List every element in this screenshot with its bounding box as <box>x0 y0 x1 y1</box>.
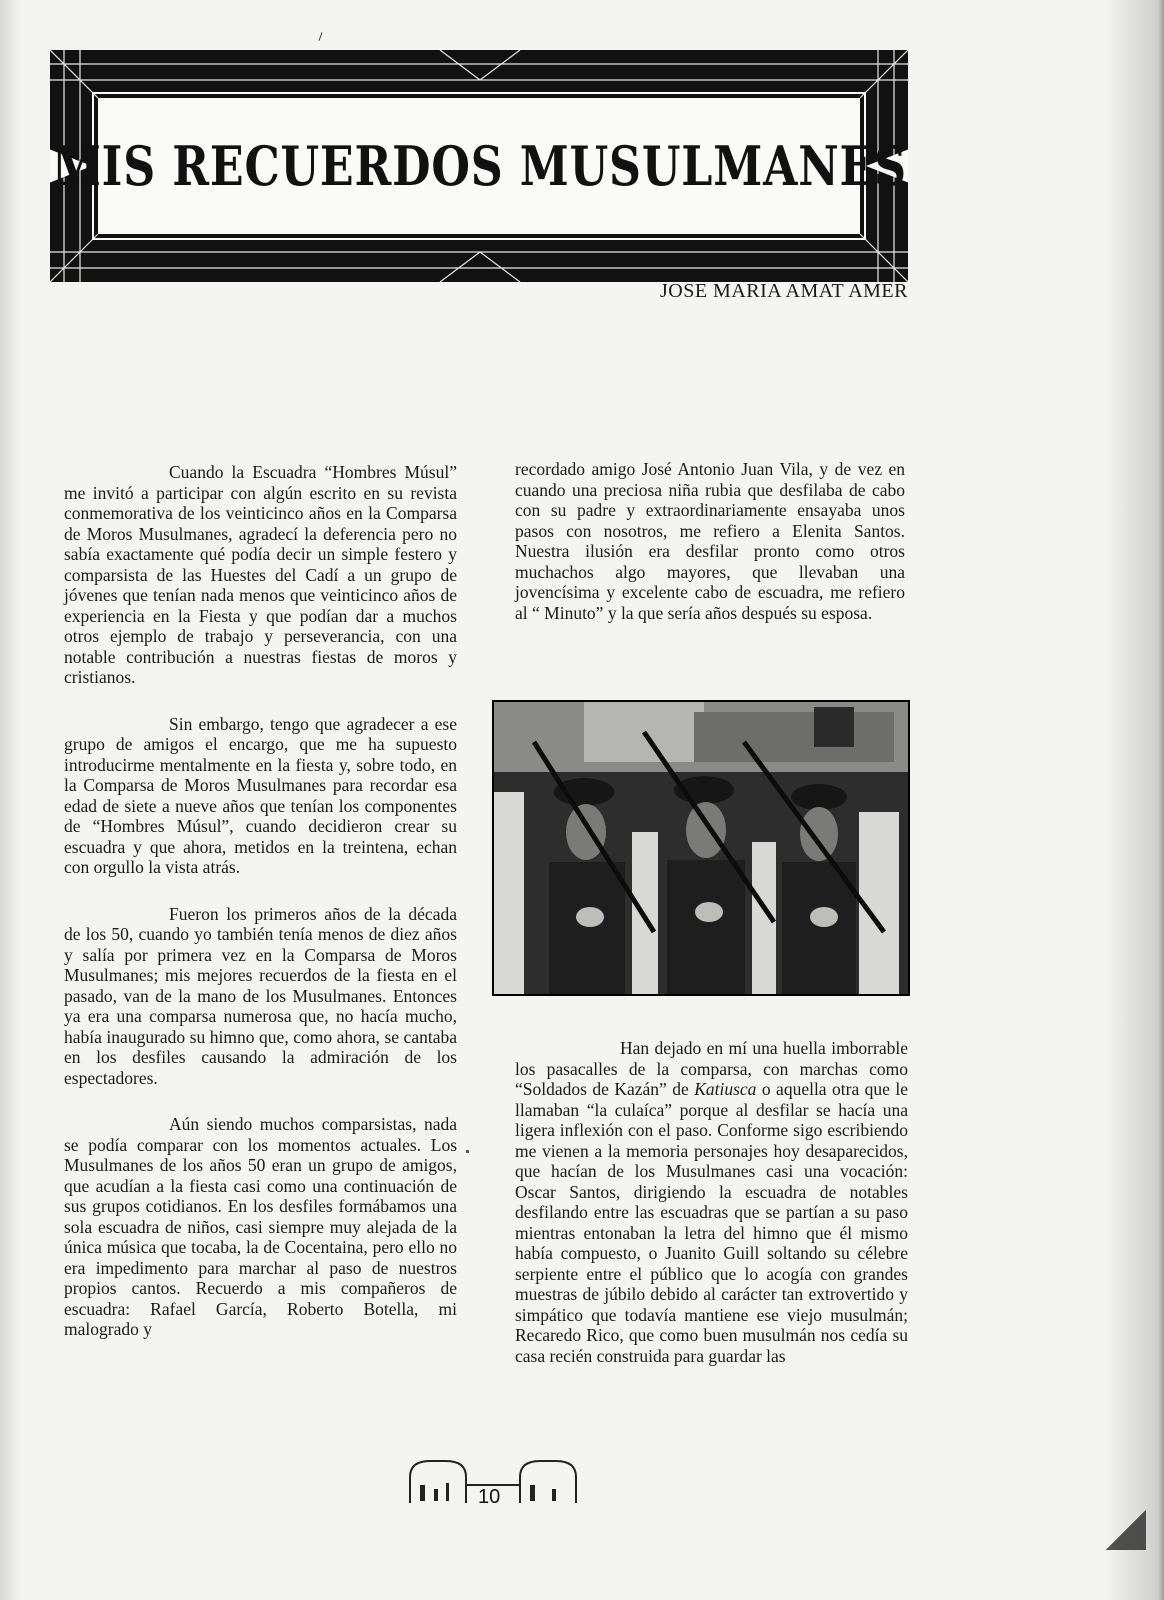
paragraph-text: o aquella otra que le llamaban “la culaíca” porque al desfilar se hacía una ligera inflexión con el paso. Conforme sigo escribiendo me vienen a la memoria personajes hoy desaparecidos, que hacían de los Musulmanes casi una vocación: Oscar Santos, dirigiendo la escuadra de notables desfilando entre las escuadras que se partían a su paso mientras entonaban la letra del himno que él mismo había compuesto, o Juanito Guill soltando su célebre serpiente entre el público que lo acogía con grandes muestras de júbilo debido al carácter tan extrovertido y simpático que todavía mantiene ese viejo musulmán; Recaredo Rico, que como buen musulmán nos cedía su casa recién construida para guardar las <box>515 1079 908 1366</box>
title-banner <box>50 50 908 282</box>
paragraph: Cuando la Escuadra “Hombres Músul” me invitó a participar con algún escrito en su revista conmemorativa de los veinticinco años en la Comparsa de Moros Musulmanes, agradecí la deferencia pero no sabía exactamente qué podía decir un simple festero y comparsista de las Huestes del Cadí a un grupo de jóvenes que tenían nada menos que veinticinco años de experiencia en la Fiesta y que podían dar a muchos otros ejemplo de trabajo y perseverancia, con una notable contribución a nuestras fiestas de moros y cristianos. <box>64 462 457 687</box>
scan-speck <box>466 1150 469 1153</box>
parade-photo-illustration <box>494 702 910 996</box>
page-number: 10 <box>478 1486 501 1508</box>
right-column-bottom <box>515 1038 908 1392</box>
article-title: MIS RECUERDOS MUSULMANES <box>51 134 907 198</box>
paragraph <box>515 1038 908 1366</box>
scan-speck <box>318 32 322 41</box>
banner-title-box <box>51 98 907 234</box>
left-column <box>64 462 457 1366</box>
paragraph: Sin embargo, tengo que agradecer a ese grupo de amigos el encargo, que me ha supuesto introducirme mentalmente en la fiesta y, sobre todo, en la Comparsa de Moros Musulmanes para recordar esa edad de siete a nueve años que tenían los componentes de “Hombres Músul”, cuando decidieron crear su escuadra y que ahora, metidos en la treintena, echan con orgullo la vista atrás. <box>64 713 457 877</box>
scan-corner-mark <box>1106 1510 1146 1550</box>
paragraph: recordado amigo José Antonio Juan Vila, y de vez en cuando una preciosa niña rubia que desfilaba de cabo con su padre y extraordinariamente ensayaba unos pasos con nosotros, me refiero a Elenita Santos. Nuestra ilusión era desfilar pronto como otros muchachos algo mayores, que llevaban una jovencísima y excelente cabo de escuadra, me refiero al “ Minuto” y la que sería años después su esposa. <box>515 459 905 623</box>
article-author: JOSE MARIA AMAT AMER <box>659 280 908 302</box>
right-column-top <box>515 459 905 649</box>
paragraph-italic-text: Katiusca <box>694 1079 757 1099</box>
parade-photo <box>492 700 910 996</box>
paragraph: Fueron los primeros años de la década de los 50, cuando yo también tenía menos de diez años y salía por primera vez en la Comparsa de Moros Musulmanes; mis mejores recuerdos de la fiesta en el pasado, van de la mano de los Musulmanes. Entonces ya era una comparsa numerosa que, no hacía mucho, había inaugurado su himno que, como ahora, se cantaba en los desfiles causando la admiración de los espectadores. <box>64 903 457 1088</box>
paragraph-text: Han dejado en mí una huella imborrable los pasacalles de la comparsa, con marchas como “Soldados de Kazán” de <box>515 1038 908 1099</box>
page-edge-left <box>0 0 22 1600</box>
paragraph: Aún siendo muchos comparsistas, nada se podía comparar con los momentos actuales. Los Musulmanes de los años 50 eran un grupo de amigos, que acudían a la fiesta casi como una continuación de sus grupos cotidianos. En los desfiles formábamos una sola escuadra de niños, casi siempre muy alejada de la única música que tocaba, la de Cocentaina, pero ello no era impedimento para marchar al paso de nuestros propios cantos. Recuerdo a mis compañeros de escuadra: Rafael García, Roberto Botella, mi malogrado y <box>64 1114 457 1339</box>
page-edge-right <box>1104 0 1164 1600</box>
